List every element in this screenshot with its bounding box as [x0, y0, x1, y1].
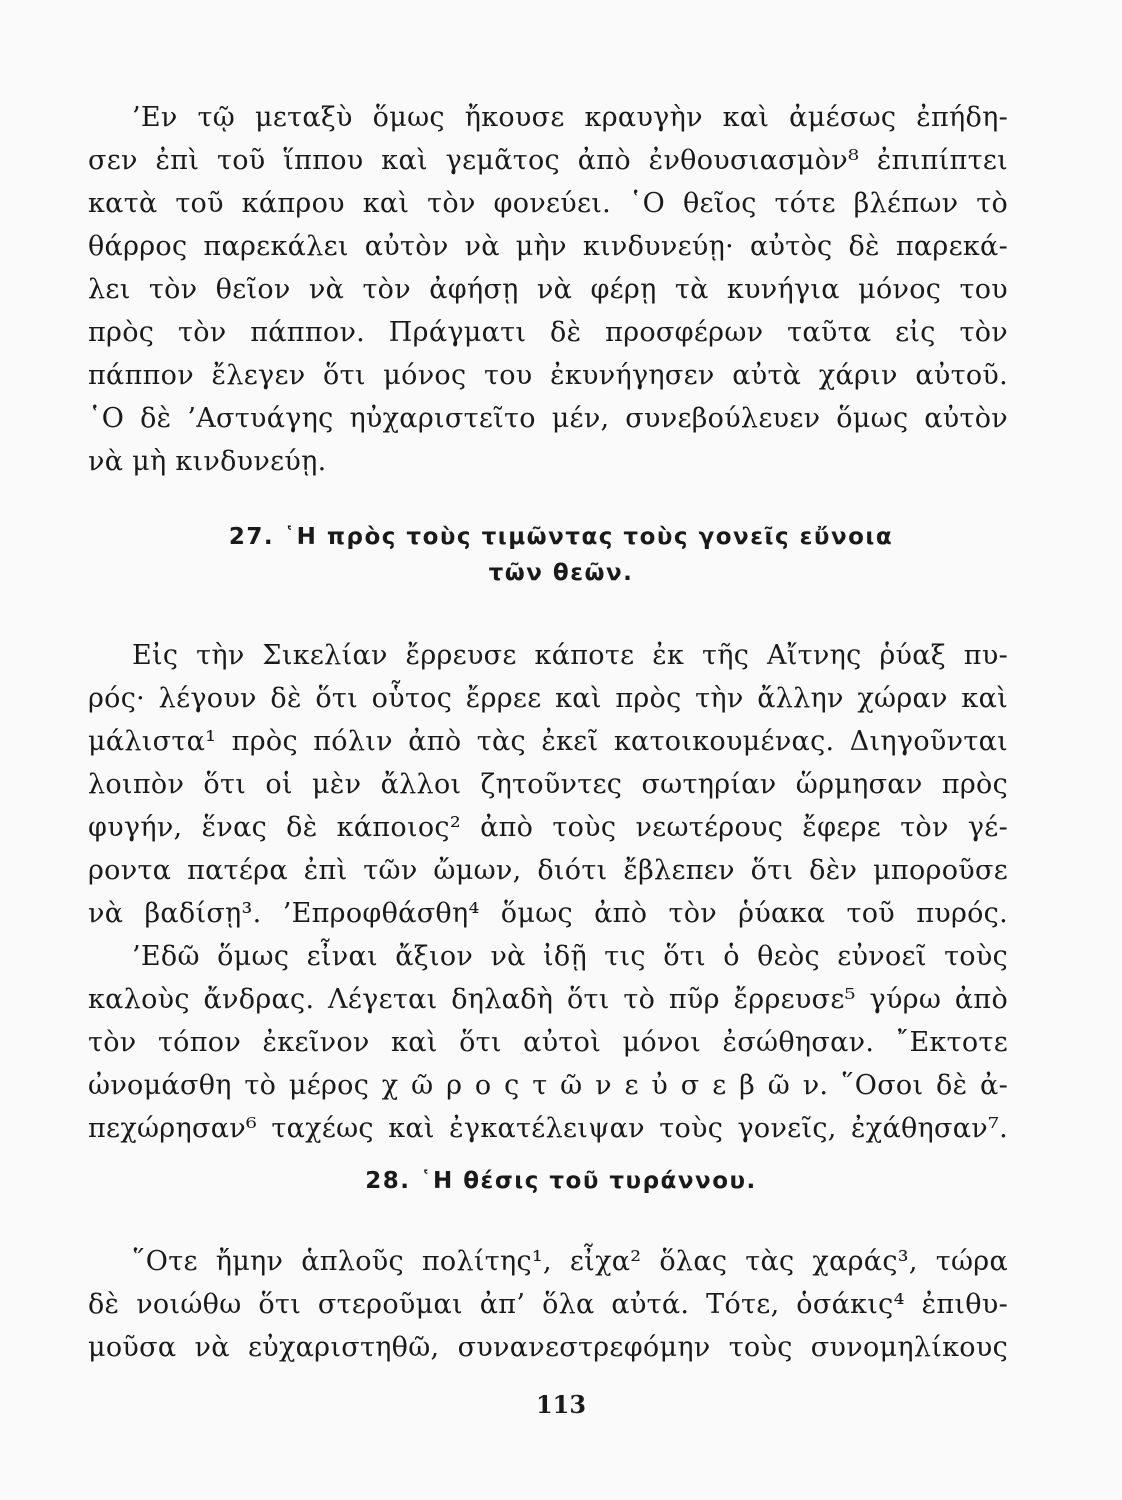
text-line: θάρρος παρεκάλει αὐτὸν νὰ μὴν κινδυνεύῃ· αὐτὸς δὲ παρεκά- — [88, 231, 1008, 262]
text-line: ρός· λέγουν δὲ ὅτι οὗτος ἔρρεε καὶ πρὸς τὴν ἄλλην χώραν καὶ — [88, 683, 1008, 714]
text-line: σεν ἐπὶ τοῦ ἵππου καὶ γεμᾶτος ἀπὸ ἐνθουσιασμὸν⁸ ἐπιπίπτει — [88, 145, 1008, 176]
text-line: τὸν τόπον ἐκεῖνον καὶ ὅτι αὐτοὶ μόνοι ἐσώθησαν. ῎Εκτοτε — [88, 1027, 1008, 1058]
section-heading-28: 28. ῾Η θέσις τοῦ τυράννου. — [365, 1168, 757, 1194]
text-line: ’Εδῶ ὅμως εἶναι ἄξιον νὰ ἰδῇ τις ὅτι ὁ θεὸς εὐνοεῖ τοὺς — [132, 941, 1008, 972]
text-line: ροντα πατέρα ἐπὶ τῶν ὤμων, διότι ἔβλεπεν ὅτι δὲν μποροῦσε — [88, 855, 1008, 886]
text-line: δὲ νοιώθω ὅτι στεροῦμαι ἀπ’ ὅλα αὐτά. Τότε, ὁσάκις⁴ ἐπιθυ- — [88, 1289, 1008, 1320]
text-line: πρὸς τὸν πάππον. Πράγματι δὲ προσφέρων ταῦτα εἰς τὸν — [88, 317, 1008, 348]
text-line: ὠνομάσθη τὸ μέρος χ ῶ ρ ο ς τ ῶ ν ε ὐ σ ε β ῶ ν. ῞Οσοι δὲ ἀ- — [88, 1070, 1008, 1101]
text-line: πεχώρησαν⁶ ταχέως καὶ ἐγκατέλειψαν τοὺς γονεῖς, ἐχάθησαν⁷. — [88, 1113, 1008, 1144]
heading-line: τῶν θεῶν. — [488, 560, 634, 586]
heading-line: 27. ῾Η πρὸς τοὺς τιμῶντας τοὺς γονεῖς εὔνοια — [228, 524, 894, 550]
text-line: ῞Οτε ἤμην ἁπλοῦς πολίτης¹, εἶχα² ὅλας τὰς χαράς³, τώρα — [132, 1246, 1008, 1277]
text-line: μάλιστα¹ πρὸς πόλιν ἀπὸ τὰς ἐκεῖ κατοικουμένας. Διηγοῦνται — [88, 726, 1008, 757]
text-line: πάππον ἔλεγεν ὅτι μόνος του ἐκυνήγησεν αὐτὰ χάριν αὐτοῦ. — [88, 360, 1008, 391]
page-number: 113 — [535, 1390, 587, 1419]
text-line: λει τὸν θεῖον νὰ τὸν ἀφήσῃ νὰ φέρῃ τὰ κυνήγια μόνος του — [88, 274, 1008, 305]
text-line: μοῦσα νὰ εὐχαριστηθῶ, συνανεστρεφόμην τοὺς συνομηλίκους — [88, 1332, 1008, 1363]
text-line: καλοὺς ἄνδρας. Λέγεται δηλαδὴ ὅτι τὸ πῦρ ἔρρευσε⁵ γύρω ἀπὸ — [88, 984, 1008, 1015]
text-line: Εἰς τὴν Σικελίαν ἔρρευσε κάποτε ἐκ τῆς Αἴτνης ῥύαξ πυ- — [132, 640, 1008, 671]
text-line: κατὰ τοῦ κάπρου καὶ τὸν φονεύει. ῾Ο θεῖος τότε βλέπων τὸ — [88, 188, 1008, 219]
text-line: λοιπὸν ὅτι οἱ μὲν ἄλλοι ζητοῦντες σωτηρίαν ὥρμησαν πρὸς — [88, 769, 1008, 800]
text-line: νὰ βαδίσῃ³. ’Επροφθάσθη⁴ ὅμως ἀπὸ τὸν ῥύακα τοῦ πυρός. — [88, 898, 1008, 929]
text-line: νὰ μὴ κινδυνεύῃ. — [88, 446, 327, 477]
text-line: ῾Ο δὲ ’Αστυάγης ηὐχαριστεῖτο μέν, συνεβούλευεν ὅμως αὐτὸν — [88, 403, 1008, 434]
text-line: ’Εν τῷ μεταξὺ ὅμως ἤκουσε κραυγὴν καὶ ἀμέσως ἐπήδη- — [132, 102, 1008, 133]
text-line: φυγήν, ἕνας δὲ κάποιος² ἀπὸ τοὺς νεωτέρους ἔφερε τὸν γέ- — [88, 812, 1008, 843]
